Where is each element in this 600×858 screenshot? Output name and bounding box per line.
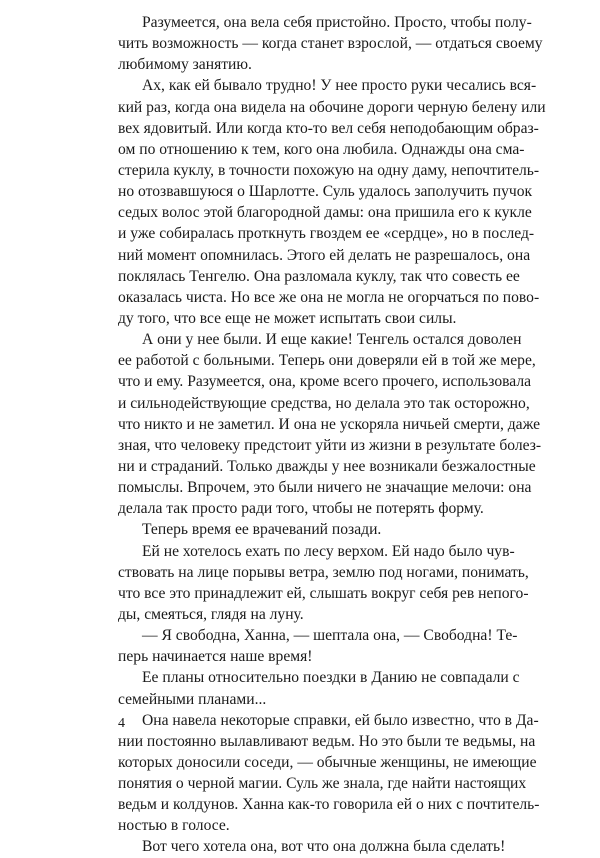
body-text (118, 12, 546, 858)
text-line: Ей не хотелось ехать по лесу верхом. Ей надо было чув- (142, 542, 515, 560)
text-line: ды, смеяться, глядя на луну. (118, 605, 304, 623)
page-number: 4 (118, 716, 125, 731)
text-line: и сильнодействующие средства, но делала это так осторожно, (118, 394, 530, 412)
text-line: Ах, как ей бывало трудно! У нее просто руки чесались вся- (142, 77, 537, 95)
text-line: ствовать на лице порывы ветра, землю под ногами, понимать, (118, 563, 529, 581)
text-line: но отозвавшуюся о Шарлотте. Суль удалось заполучить пучок (118, 183, 533, 201)
text-line: что никто и не заметил. И она не ускоряла ничьей смерти, даже (118, 415, 541, 433)
text-line: Разумеется, она вела себя пристойно. Просто, чтобы полу- (142, 14, 532, 31)
text-line: помыслы. Впрочем, это были ничего не значащие мелочи: она (118, 479, 532, 497)
text-line: перь начинается наше время! (118, 648, 313, 666)
text-line: ду того, что все еще не может испытать свои силы. (118, 309, 457, 327)
text-line: ний момент опомнилась. Этого ей делать не разрешалось, она (118, 246, 531, 264)
text-line: чить возможность — когда станет взрослой, — отдаться своему (118, 35, 543, 53)
text-line: что и ему. Разумеется, она, кроме всего прочего, использовала (118, 373, 532, 391)
text-line: ностью в голосе. (118, 817, 230, 835)
text-line: вех ядовитый. Или когда кто-то вел себя неподобающим образ- (118, 119, 539, 137)
text-line: оказалась чиста. Но все же она не могла не огорчаться по пово- (118, 288, 540, 306)
text-line: кий раз, когда она видела на обочине дороги черную белену или (118, 98, 546, 116)
text-line: ее работой с больными. Теперь они доверяли ей в той же мере, (118, 352, 536, 370)
text-line: стерила куклу, в точности похожую на одну даму, непочтитель- (118, 161, 540, 179)
text-line: ведьм и колдунов. Ханна как-то говорила ей о них с почтитель- (118, 796, 540, 814)
text-line: — Я свободна, Ханна, — шептала она, — Свободна! Те- (142, 627, 518, 645)
text-line: ни и страданий. Только дважды у нее возникали безжалостные (118, 457, 536, 475)
text-line: А они у нее были. И еще какие! Тенгель остался доволен (142, 331, 522, 349)
text-line: семейными планами... (118, 690, 267, 708)
text-line: седых волос этой благородной дамы: она пришила его к кукле (118, 204, 532, 222)
text-line: Она навела некоторые справки, ей было известно, что в Да- (142, 711, 539, 729)
text-line: зная, что человеку предстоит уйти из жизни в результате болез- (118, 436, 542, 454)
text-line: которых доносили соседи, — обычные женщины, не имеющие (118, 753, 537, 771)
text-line: Теперь время ее врачеваний позади. (142, 521, 382, 539)
text-line: нии постоянно вылавливают ведьм. Но это были те ведьмы, на (118, 732, 536, 750)
text-line: Вот чего хотела она, вот что она должна была сделать! (142, 838, 506, 856)
text-line: любимому занятию. (118, 56, 252, 74)
text-line: Ее планы относительно поездки в Данию не совпадали с (142, 669, 520, 687)
text-line: что все это принадлежит ей, слышать вокруг себя рев непого- (118, 584, 529, 602)
text-line: и уже собиралась проткнуть гвоздем ее «сердце», но в послед- (118, 225, 535, 243)
text-line: поклялась Тенгелю. Она разломала куклу, так что совесть ее (118, 267, 520, 285)
text-line: делала так просто ради того, чтобы не потерять форму. (118, 500, 484, 518)
text-line: понятия о черной магии. Суль же знала, где найти настоящих (118, 775, 527, 793)
text-line: ом по отношению к тем, кого она любила. Однажды она сма- (118, 140, 525, 158)
